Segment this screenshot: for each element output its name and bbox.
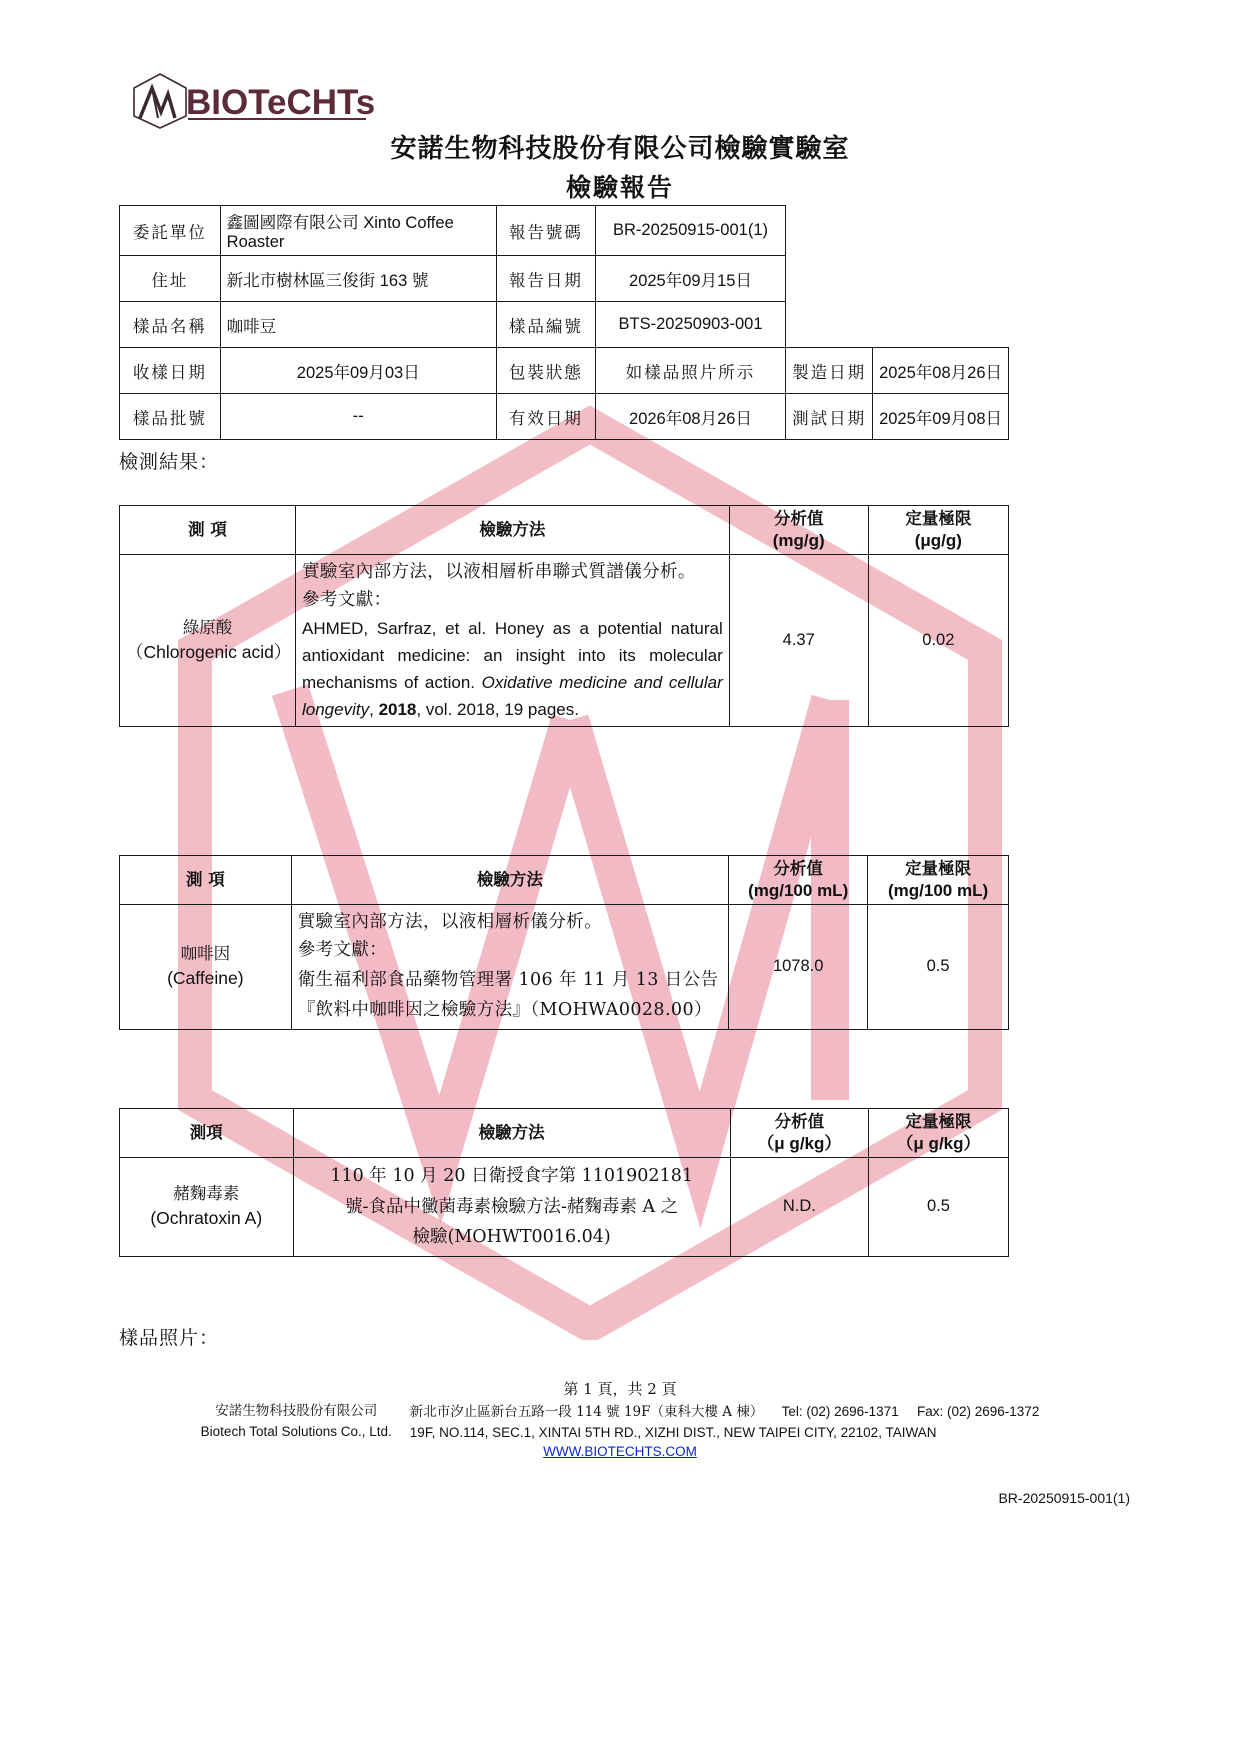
header-value bbox=[729, 506, 868, 555]
lab-name-title: 安諾生物科技股份有限公司檢驗實驗室 bbox=[390, 134, 850, 164]
table-row bbox=[120, 394, 1009, 440]
sample-photos-label: 樣品照片： bbox=[119, 1327, 220, 1349]
info-value-packaging: 如樣品照片所示 bbox=[595, 348, 785, 394]
table-row bbox=[120, 1157, 1009, 1256]
ref-part1: AHMED, Sarfraz, et al. Honey as a potential natural antioxidant medicine: an insight into its molecular mechanisms of action. bbox=[302, 618, 723, 692]
item-name-chlorogenic bbox=[120, 554, 296, 726]
item-name-cn: 咖啡因 bbox=[180, 944, 231, 964]
table-row bbox=[120, 256, 1009, 302]
table-header-row bbox=[120, 1109, 1009, 1158]
value-chlorogenic: 4.37 bbox=[729, 554, 868, 726]
info-value-mfg-date: 2025年08月26日 bbox=[873, 348, 1009, 394]
header-limit-unit: (mg/100 mL) bbox=[888, 880, 989, 900]
item-name-cn: 綠原酸 bbox=[182, 617, 233, 637]
table-row bbox=[120, 348, 1009, 394]
info-label-sample-no: 樣品編號 bbox=[496, 302, 595, 348]
footer-address-cn: 新北市汐止區新台五路一段 114 號 19F（東科大樓 A 棟） bbox=[409, 1404, 764, 1420]
header-method: 檢驗方法 bbox=[291, 856, 728, 905]
info-value-client: 鑫圖國際有限公司 Xinto Coffee Roaster bbox=[220, 206, 496, 256]
table-row bbox=[120, 302, 1009, 348]
result-table-ochratoxin-a bbox=[119, 1108, 1009, 1257]
method-cn-line3: 衛生福利部食品藥物管理署 106 年 11 月 13 日公告『飲料中咖啡因之檢驗方法』（MOHWA0028.00） bbox=[297, 969, 719, 1021]
footer-company-block bbox=[201, 1402, 392, 1441]
footer-address-en: 19F, NO.114, SEC.1, XINTAI 5TH RD., XIZHI DIST., NEW TAIPEI CITY, 22102, TAIWAN bbox=[409, 1424, 937, 1440]
header-limit-text: 定量極限 bbox=[905, 859, 972, 878]
method-cn-line1: 實驗室內部方法，以液相層析儀分析。 bbox=[297, 911, 602, 932]
info-value-test-date: 2025年09月08日 bbox=[873, 394, 1009, 440]
info-label-address: 住址 bbox=[120, 256, 221, 302]
header-limit-unit: （μ g/kg） bbox=[896, 1133, 981, 1153]
header-limit bbox=[868, 506, 1008, 555]
table-header-row bbox=[120, 506, 1009, 555]
report-info-table bbox=[119, 205, 1009, 440]
item-name-en: (Caffeine) bbox=[167, 968, 244, 989]
method-chlorogenic bbox=[296, 554, 730, 726]
info-label-expiry: 有效日期 bbox=[496, 394, 595, 440]
info-label-receipt-date: 收樣日期 bbox=[120, 348, 221, 394]
header-limit-text: 定量極限 bbox=[905, 1112, 972, 1131]
item-name-en: (Ochratoxin A) bbox=[150, 1208, 263, 1229]
footer-tel: Tel: (02) 2696-1371 bbox=[781, 1404, 899, 1419]
report-title: 檢驗報告 bbox=[565, 173, 674, 202]
footer-website-link[interactable]: WWW.BIOTECHTS.COM bbox=[543, 1444, 697, 1460]
header-method: 檢驗方法 bbox=[293, 1109, 730, 1158]
footer-report-number: BR-20250915-001(1) bbox=[998, 1490, 1130, 1506]
company-logo bbox=[128, 72, 458, 130]
header-limit-text: 定量極限 bbox=[905, 509, 972, 528]
footer-company-en: Biotech Total Solutions Co., Ltd. bbox=[200, 1423, 392, 1439]
header-value-unit: (mg/100 mL) bbox=[748, 880, 849, 900]
page-footer bbox=[0, 1378, 1240, 1459]
header-limit bbox=[868, 1109, 1008, 1158]
method-cn-line2: 參考文獻： bbox=[297, 940, 388, 961]
item-name-cn: 赭麴毒素 bbox=[173, 1184, 240, 1204]
header-item: 測 項 bbox=[120, 856, 292, 905]
header-value-text: 分析值 bbox=[773, 859, 823, 878]
logo-wordmark: BIOTeCHTs bbox=[186, 83, 376, 122]
info-label-report-no: 報告號碼 bbox=[496, 206, 595, 256]
method-ochratoxin bbox=[293, 1157, 730, 1256]
item-name-en: （Chlorogenic acid） bbox=[126, 641, 292, 662]
table-row bbox=[120, 554, 1009, 726]
ref-year: 2018 bbox=[378, 700, 417, 720]
ref-tail: , vol. 2018, 19 pages. bbox=[416, 700, 579, 720]
info-value-batch-no: -- bbox=[220, 394, 496, 440]
header-limit bbox=[868, 856, 1009, 905]
hexagon-mountain-icon bbox=[134, 74, 186, 128]
info-value-expiry: 2026年08月26日 bbox=[595, 394, 785, 440]
header-value-text: 分析值 bbox=[773, 509, 824, 528]
value-ochratoxin: N.D. bbox=[730, 1157, 868, 1256]
value-caffeine: 1078.0 bbox=[729, 904, 868, 1029]
info-value-report-no: BR-20250915-001(1) bbox=[595, 206, 785, 256]
limit-caffeine: 0.5 bbox=[868, 904, 1009, 1029]
header-item: 測項 bbox=[120, 1109, 294, 1158]
info-label-sample-name: 樣品名稱 bbox=[120, 302, 221, 348]
page-number: 第 1 頁，共 2 頁 bbox=[563, 1380, 677, 1398]
method-cn-line2: 參考文獻： bbox=[302, 590, 392, 611]
result-table-chlorogenic-acid bbox=[119, 505, 1009, 727]
info-value-receipt-date: 2025年09月03日 bbox=[220, 348, 496, 394]
header-value-unit: (mg/g) bbox=[772, 530, 825, 550]
method-reference: AHMED, Sarfraz, et al. Honey as a potential natural antioxidant medicine: an insight into its molecular mechanisms of action. Oxidative medicine and cellular longevity, 2018, vol. 2018, 19 pages. bbox=[302, 618, 723, 720]
table-row bbox=[120, 904, 1009, 1029]
footer-fax: Fax: (02) 2696-1372 bbox=[917, 1404, 1040, 1419]
header-method: 檢驗方法 bbox=[296, 506, 730, 555]
results-section-label: 檢測結果： bbox=[119, 451, 220, 473]
info-value-sample-name: 咖啡豆 bbox=[220, 302, 496, 348]
header-limit-unit: (μg/g) bbox=[914, 530, 962, 550]
header-item: 測 項 bbox=[120, 506, 296, 555]
info-label-client: 委託單位 bbox=[120, 206, 221, 256]
limit-ochratoxin: 0.5 bbox=[868, 1157, 1008, 1256]
header-value-unit: （μ g/kg） bbox=[757, 1133, 842, 1153]
info-label-batch-no: 樣品批號 bbox=[120, 394, 221, 440]
header-value bbox=[729, 856, 868, 905]
footer-address-block bbox=[410, 1402, 1040, 1442]
info-label-test-date: 測試日期 bbox=[786, 394, 873, 440]
table-header-row bbox=[120, 856, 1009, 905]
info-value-sample-no: BTS-20250903-001 bbox=[595, 302, 785, 348]
item-name-ochratoxin bbox=[120, 1157, 294, 1256]
method-line3: 檢驗(MOHWT0016.04) bbox=[412, 1227, 611, 1248]
info-label-mfg-date: 製造日期 bbox=[786, 348, 873, 394]
info-value-address: 新北市樹林區三俊街 163 號 bbox=[220, 256, 496, 302]
info-value-report-date: 2025年09月15日 bbox=[595, 256, 785, 302]
method-line1: 110 年 10 月 20 日衛授食字第 1101902181 bbox=[330, 1165, 693, 1186]
table-row bbox=[120, 206, 1009, 256]
method-line2: 號-食品中黴菌毒素檢驗方法-赭麴毒素 A 之 bbox=[345, 1196, 679, 1217]
result-table-caffeine bbox=[119, 855, 1009, 1030]
footer-company-cn: 安諾生物科技股份有限公司 bbox=[215, 1403, 378, 1419]
method-caffeine bbox=[291, 904, 728, 1029]
limit-chlorogenic: 0.02 bbox=[868, 554, 1008, 726]
info-label-packaging: 包裝狀態 bbox=[496, 348, 595, 394]
item-name-caffeine bbox=[120, 904, 292, 1029]
header-value-text: 分析值 bbox=[774, 1112, 825, 1131]
method-cn-line1: 實驗室內部方法，以液相層析串聯式質譜儀分析。 bbox=[302, 561, 696, 582]
info-label-report-date: 報告日期 bbox=[496, 256, 595, 302]
ref-journal: Oxidative medicine and cellular longevity bbox=[302, 672, 723, 720]
header-value bbox=[730, 1109, 868, 1158]
